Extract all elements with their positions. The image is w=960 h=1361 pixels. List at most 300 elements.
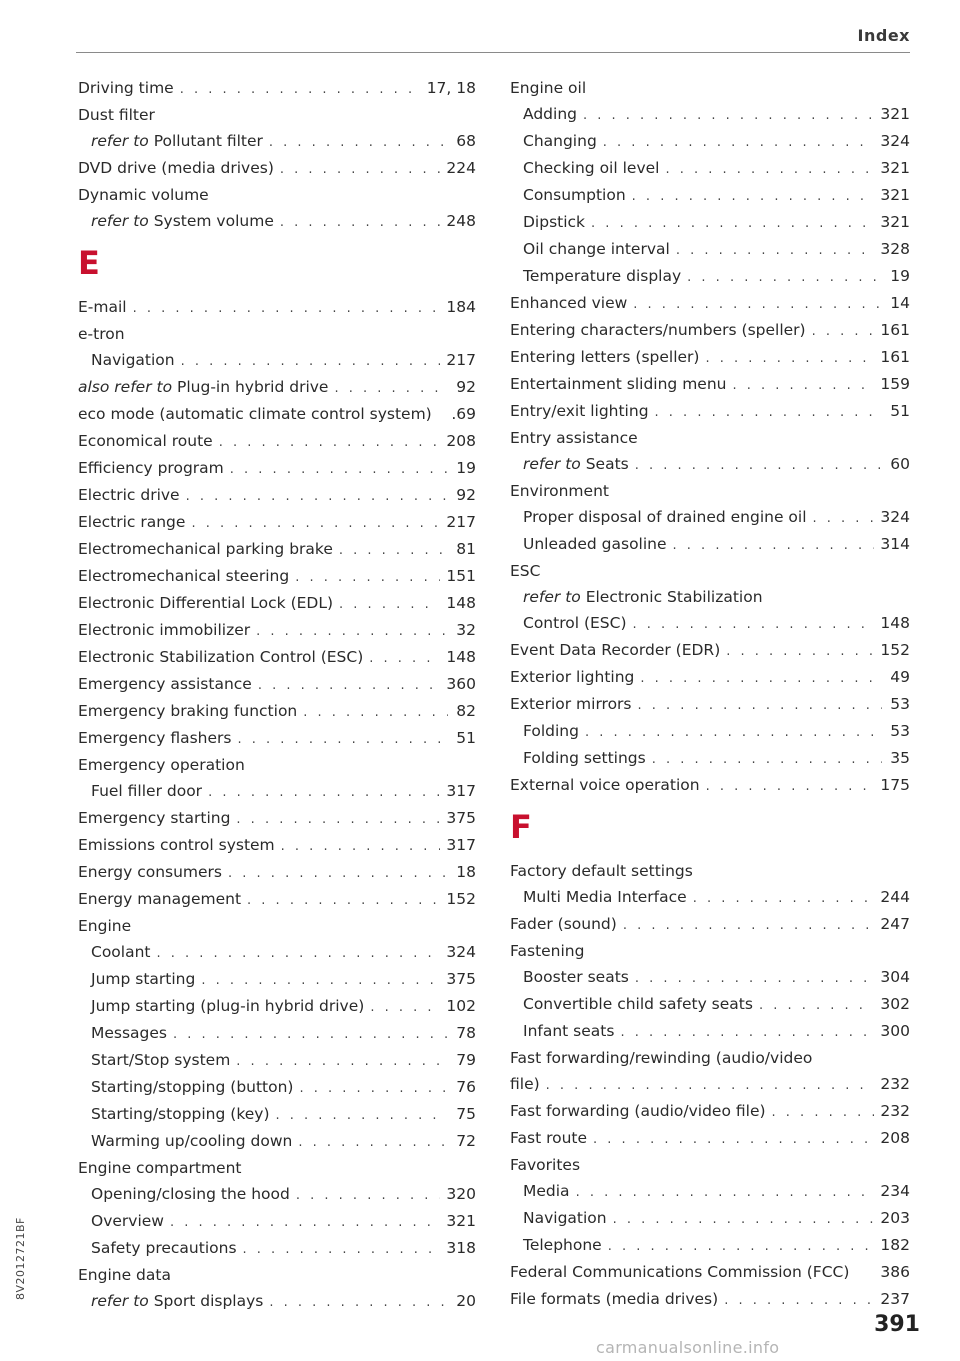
- index-entry[interactable]: [510, 992, 910, 1016]
- entry-page-number: 247: [880, 915, 910, 933]
- entry-page-number: 208: [880, 1129, 910, 1147]
- entry-text: Consumption: [523, 186, 626, 204]
- index-entry[interactable]: [510, 156, 910, 180]
- index-heading: [78, 322, 476, 346]
- index-entry[interactable]: [78, 967, 476, 991]
- index-entry[interactable]: [510, 1287, 910, 1311]
- entry-text: Exterior mirrors: [510, 695, 632, 713]
- refer-prefix: also refer to: [78, 378, 173, 396]
- index-entry[interactable]: [510, 1260, 910, 1284]
- index-entry[interactable]: [510, 746, 910, 770]
- entry-label: [78, 564, 289, 588]
- entry-text: Emergency starting: [78, 809, 231, 827]
- entry-text: Oil change interval: [523, 240, 670, 258]
- dot-leader: [726, 640, 874, 662]
- entry-page-number: 208: [446, 432, 476, 450]
- entry-label: [510, 1126, 587, 1150]
- entry-page-number: 234: [880, 1182, 910, 1200]
- entry-label: [523, 452, 629, 476]
- entry-page-number: 304: [880, 968, 910, 986]
- entry-page-number: 152: [446, 890, 476, 908]
- index-entry[interactable]: [510, 1206, 910, 1230]
- entry-label: [523, 102, 577, 126]
- entry-page-number: 51: [890, 402, 910, 420]
- heading-text: Engine oil: [510, 79, 587, 97]
- entry-label: [510, 773, 700, 797]
- index-entry[interactable]: [78, 483, 476, 507]
- index-entry[interactable]: [78, 860, 476, 884]
- dot-leader: [296, 1184, 441, 1206]
- dot-leader: [238, 728, 449, 750]
- entry-text: Messages: [91, 1024, 168, 1042]
- dot-leader: [608, 1235, 875, 1257]
- entry-label: [78, 645, 363, 669]
- dot-leader: [247, 889, 440, 911]
- entry-label: [523, 156, 659, 180]
- entry-page-number: 175: [880, 776, 910, 794]
- dot-leader: [276, 1104, 449, 1126]
- entry-label: [510, 291, 627, 315]
- dot-leader: [676, 239, 875, 261]
- entry-label: [78, 618, 250, 642]
- entry-text: DVD drive (media drives): [78, 159, 274, 177]
- index-entry[interactable]: [78, 429, 476, 453]
- index-entry[interactable]: [78, 209, 476, 233]
- entry-page-number: 78: [456, 1024, 476, 1042]
- index-entry[interactable]: [510, 665, 910, 689]
- dot-leader: [181, 350, 441, 372]
- entry-text: Entry/exit lighting: [510, 402, 649, 420]
- dot-leader: [693, 887, 875, 909]
- entry-page-number: 317: [446, 836, 476, 854]
- dot-leader: [369, 647, 440, 669]
- entry-label: [91, 129, 263, 153]
- dot-leader: [219, 431, 441, 453]
- entry-page-number: 318: [446, 1239, 476, 1257]
- index-entry[interactable]: [510, 210, 910, 234]
- entry-text: Energy consumers: [78, 863, 223, 881]
- entry-text: Emissions control system: [78, 836, 275, 854]
- entry-label: [523, 1206, 607, 1230]
- entry-page-number: 321: [880, 213, 910, 231]
- entry-page-number: 386: [880, 1263, 910, 1281]
- entry-text: Dipstick: [523, 213, 586, 231]
- index-entry[interactable]: [510, 452, 910, 476]
- entry-label: [91, 1075, 293, 1099]
- entry-page-number: 60: [890, 455, 910, 473]
- index-entry[interactable]: [78, 76, 476, 100]
- index-heading: [78, 914, 476, 938]
- dot-leader: [759, 994, 874, 1016]
- dot-leader: [732, 374, 874, 396]
- dot-leader: [620, 1021, 874, 1043]
- dot-leader: [180, 78, 421, 100]
- index-entry[interactable]: [510, 372, 910, 396]
- heading-text: Engine data: [78, 1266, 171, 1284]
- index-heading: [510, 585, 910, 609]
- index-entry[interactable]: [78, 994, 476, 1018]
- entry-page-number: 217: [446, 351, 476, 369]
- index-entry[interactable]: [510, 1126, 910, 1150]
- dot-leader: [256, 620, 448, 642]
- index-entry[interactable]: [78, 1048, 476, 1072]
- entry-text: Navigation: [523, 1209, 607, 1227]
- page-number: 391: [874, 1312, 920, 1337]
- index-entry[interactable]: [510, 102, 910, 126]
- dot-leader: [813, 507, 875, 529]
- entry-text: Exterior lighting: [510, 668, 635, 686]
- index-entry[interactable]: [510, 129, 910, 153]
- entry-text: Convertible child safety seats: [523, 995, 753, 1013]
- dot-leader: [640, 667, 882, 689]
- index-entry[interactable]: [510, 505, 910, 529]
- entry-text: file): [510, 1075, 540, 1093]
- entry-text: Navigation: [91, 351, 175, 369]
- index-entry[interactable]: [78, 295, 476, 319]
- dot-leader: [280, 158, 441, 180]
- index-entry[interactable]: [78, 1021, 476, 1045]
- entry-label: [78, 456, 224, 480]
- index-entry[interactable]: [510, 912, 910, 936]
- index-entry[interactable]: [78, 779, 476, 803]
- index-heading: [510, 426, 910, 450]
- index-entry[interactable]: [78, 1102, 476, 1126]
- entry-text: Emergency flashers: [78, 729, 232, 747]
- dot-leader: [339, 539, 448, 561]
- dot-leader: [280, 211, 441, 233]
- entry-label: [78, 672, 252, 696]
- entry-label: [523, 746, 646, 770]
- index-heading: [510, 1046, 910, 1070]
- dot-leader: [243, 1238, 441, 1260]
- entry-label: [78, 860, 222, 884]
- entry-text: Warming up/cooling down: [91, 1132, 293, 1150]
- index-entry[interactable]: [510, 399, 910, 423]
- index-entry[interactable]: [510, 1072, 910, 1096]
- entry-page-number: 324: [880, 508, 910, 526]
- dot-leader: [705, 347, 874, 369]
- heading-text: Factory default settings: [510, 862, 693, 880]
- entry-page-number: 51: [456, 729, 476, 747]
- index-entry[interactable]: [510, 1179, 910, 1203]
- index-entry[interactable]: [78, 645, 476, 669]
- index-entry[interactable]: [78, 402, 476, 426]
- entry-text: Starting/stopping (key): [91, 1105, 270, 1123]
- dot-leader: [633, 613, 875, 635]
- entry-page-number: 159: [880, 375, 910, 393]
- dot-leader: [298, 1131, 448, 1153]
- entry-text: Enhanced view: [510, 294, 628, 312]
- dot-leader: [191, 512, 440, 534]
- entry-page-number: 224: [446, 159, 476, 177]
- entry-page-number: 237: [880, 1290, 910, 1308]
- dot-leader: [258, 674, 441, 696]
- heading-text: Dynamic volume: [78, 186, 209, 204]
- index-entry[interactable]: [510, 1233, 910, 1257]
- index-entry[interactable]: [78, 1289, 476, 1313]
- index-entry[interactable]: [78, 156, 476, 180]
- index-entry[interactable]: [78, 1209, 476, 1233]
- entry-text: Infant seats: [523, 1022, 615, 1040]
- entry-text: Economical route: [78, 432, 213, 450]
- entry-label: [78, 537, 333, 561]
- dot-leader: [772, 1101, 875, 1123]
- dot-leader: [173, 1023, 448, 1045]
- entry-text: Electric drive: [78, 486, 180, 504]
- index-entry[interactable]: [78, 806, 476, 830]
- index-entry[interactable]: [510, 885, 910, 909]
- entry-label: [78, 483, 180, 507]
- entry-page-number: 217: [446, 513, 476, 531]
- dot-leader: [339, 593, 440, 615]
- entry-label: [78, 429, 213, 453]
- dot-leader: [546, 1074, 875, 1096]
- index-entry[interactable]: [78, 456, 476, 480]
- entry-page-number: 53: [890, 722, 910, 740]
- index-entry[interactable]: [78, 726, 476, 750]
- entry-text: Changing: [523, 132, 597, 150]
- entry-page-number: 161: [880, 321, 910, 339]
- dot-leader: [295, 566, 440, 588]
- index-entry[interactable]: [510, 183, 910, 207]
- index-entry[interactable]: [78, 375, 476, 399]
- entry-page-number: 20: [456, 1292, 476, 1310]
- heading-text: Fast forwarding/rewinding (audio/video: [510, 1049, 813, 1067]
- dot-leader: [133, 297, 441, 319]
- watermark: carmanualsonline.info: [596, 1338, 780, 1357]
- index-entry[interactable]: [78, 1236, 476, 1260]
- entry-label: [91, 348, 175, 372]
- entry-text: Fast route: [510, 1129, 588, 1147]
- index-heading: [510, 559, 910, 583]
- entry-label: [91, 994, 364, 1018]
- entry-label: [91, 1021, 167, 1045]
- index-entry[interactable]: [510, 345, 910, 369]
- dot-leader: [370, 996, 440, 1018]
- entry-label: [523, 885, 687, 909]
- entry-text: Electronic Differential Lock (EDL): [78, 594, 334, 612]
- index-entry[interactable]: [78, 564, 476, 588]
- index-entry[interactable]: [78, 348, 476, 372]
- entry-text: Control (ESC): [523, 614, 627, 632]
- dot-leader: [812, 320, 875, 342]
- entry-text: Jump starting: [91, 970, 196, 988]
- entry-label: [523, 1019, 614, 1043]
- entry-label: [91, 1182, 290, 1206]
- index-entry[interactable]: [510, 532, 910, 556]
- dot-leader: [236, 808, 440, 830]
- index-entry[interactable]: [510, 318, 910, 342]
- index-heading: [78, 103, 476, 127]
- entry-label: [91, 1129, 292, 1153]
- dot-leader: [665, 158, 874, 180]
- index-heading: [78, 1263, 476, 1287]
- entry-page-number: 321: [880, 186, 910, 204]
- dot-leader: [591, 212, 874, 234]
- dot-leader: [673, 534, 875, 556]
- index-entry[interactable]: [78, 1182, 476, 1206]
- entry-text: Proper disposal of drained engine oil: [523, 508, 807, 526]
- entry-label: [91, 1102, 270, 1126]
- entry-text: Fast forwarding (audio/video file): [510, 1102, 766, 1120]
- entry-text: Electronic immobilizer: [78, 621, 251, 639]
- index-entry[interactable]: [78, 591, 476, 615]
- entry-label: [91, 1048, 230, 1072]
- index-entry[interactable]: [510, 965, 910, 989]
- index-entry[interactable]: [78, 1075, 476, 1099]
- document-code: 8V2012721BF: [14, 1217, 27, 1300]
- entry-label: [510, 912, 617, 936]
- index-heading: [78, 1156, 476, 1180]
- heading-text: Electronic Stabilization: [585, 588, 763, 606]
- entry-label: [510, 318, 806, 342]
- entry-text: Unleaded gasoline: [523, 535, 667, 553]
- entry-label: [523, 719, 579, 743]
- dot-leader: [655, 401, 882, 423]
- dot-leader: [170, 1211, 440, 1233]
- entry-label: [91, 940, 151, 964]
- index-entry[interactable]: [78, 1129, 476, 1153]
- entry-text: Adding: [523, 105, 577, 123]
- entry-label: [523, 532, 667, 556]
- entry-text: Start/Stop system: [91, 1051, 231, 1069]
- entry-label: [510, 345, 699, 369]
- entry-page-number: 102: [446, 997, 476, 1015]
- entry-label: [523, 264, 681, 288]
- index-entry[interactable]: [510, 237, 910, 261]
- index-entry[interactable]: [78, 510, 476, 534]
- entry-text: E-mail: [78, 298, 127, 316]
- entry-text: Entertainment sliding menu: [510, 375, 727, 393]
- entry-label: [78, 375, 328, 399]
- entry-page-number: 14: [890, 294, 910, 312]
- entry-text: Electronic Stabilization Control (ESC): [78, 648, 364, 666]
- index-heading: [510, 479, 910, 503]
- index-entry[interactable]: [78, 833, 476, 857]
- entry-label: [78, 887, 241, 911]
- index-entry[interactable]: [78, 940, 476, 964]
- entry-label: [523, 611, 627, 635]
- dot-leader: [613, 1208, 875, 1230]
- entry-text: Media: [523, 1182, 570, 1200]
- dot-leader: [157, 942, 441, 964]
- index-entry[interactable]: [510, 638, 910, 662]
- entry-page-number: 79: [456, 1051, 476, 1069]
- index-column-right: [510, 76, 910, 1314]
- entry-page-number: 314: [880, 535, 910, 553]
- entry-label: [510, 665, 634, 689]
- dot-leader: [334, 377, 448, 399]
- entry-page-number: 68: [456, 132, 476, 150]
- index-heading: [510, 1153, 910, 1177]
- index-entry[interactable]: [78, 537, 476, 561]
- refer-prefix: refer to: [91, 212, 149, 230]
- entry-label: [78, 726, 232, 750]
- entry-text: Safety precautions: [91, 1239, 237, 1257]
- entry-page-number: 321: [880, 105, 910, 123]
- entry-text: Entering letters (speller): [510, 348, 700, 366]
- entry-text: Jump starting (plug-in hybrid drive): [91, 997, 365, 1015]
- index-entry[interactable]: [510, 264, 910, 288]
- entry-page-number: 232: [880, 1102, 910, 1120]
- entry-page-number: 148: [880, 614, 910, 632]
- entry-page-number: 92: [456, 378, 476, 396]
- dot-leader: [632, 185, 875, 207]
- entry-page-number: 49: [890, 668, 910, 686]
- dot-leader: [724, 1289, 874, 1311]
- entry-text: External voice operation: [510, 776, 700, 794]
- entry-page-number: 152: [880, 641, 910, 659]
- entry-page-number: 19: [456, 459, 476, 477]
- entry-text: Folding settings: [523, 749, 646, 767]
- entry-page-number: 92: [456, 486, 476, 504]
- entry-page-number: 148: [446, 648, 476, 666]
- entry-text: Temperature display: [523, 267, 682, 285]
- page-header-title: Index: [857, 26, 910, 45]
- dot-leader: [638, 694, 882, 716]
- index-entry[interactable]: [510, 1099, 910, 1123]
- refer-prefix: refer to: [91, 1292, 149, 1310]
- index-entry[interactable]: [78, 699, 476, 723]
- entry-label: [91, 967, 195, 991]
- index-entry[interactable]: [510, 719, 910, 743]
- entry-page-number: 317: [446, 782, 476, 800]
- dot-leader: [201, 969, 440, 991]
- entry-label: [78, 833, 275, 857]
- entry-page-number: 82: [456, 702, 476, 720]
- index-entry[interactable]: [510, 291, 910, 315]
- dot-leader: [623, 914, 875, 936]
- entry-text: Electric range: [78, 513, 186, 531]
- entry-label: [78, 510, 185, 534]
- entry-label: [523, 237, 670, 261]
- entry-text: Pollutant filter: [153, 132, 263, 150]
- entry-text: Event Data Recorder (EDR): [510, 641, 721, 659]
- index-entry[interactable]: [78, 672, 476, 696]
- entry-page-number: 244: [880, 888, 910, 906]
- entry-page-number: 76: [456, 1078, 476, 1096]
- entry-page-number: 321: [880, 159, 910, 177]
- entry-label: [510, 692, 632, 716]
- index-entry[interactable]: [510, 692, 910, 716]
- index-entry[interactable]: [510, 1019, 910, 1043]
- entry-page-number: .69: [451, 405, 476, 423]
- entry-text: Entering characters/numbers (speller): [510, 321, 806, 339]
- index-heading: [510, 859, 910, 883]
- index-entry[interactable]: [510, 611, 910, 635]
- dot-leader: [635, 454, 882, 476]
- index-entry[interactable]: [78, 129, 476, 153]
- entry-text: File formats (media drives): [510, 1290, 719, 1308]
- dot-leader: [281, 835, 441, 857]
- index-entry[interactable]: [78, 618, 476, 642]
- dot-leader: [208, 781, 440, 803]
- heading-text: Entry assistance: [510, 429, 638, 447]
- dot-leader: [236, 1050, 448, 1072]
- entry-page-number: 81: [456, 540, 476, 558]
- dot-leader: [706, 775, 875, 797]
- index-entry[interactable]: [78, 887, 476, 911]
- entry-text: Energy management: [78, 890, 242, 908]
- entry-text: Overview: [91, 1212, 164, 1230]
- index-heading: [510, 76, 910, 100]
- entry-page-number: 328: [880, 240, 910, 258]
- entry-text: Fuel filler door: [91, 782, 203, 800]
- dot-leader: [299, 1077, 448, 1099]
- entry-text: Driving time: [78, 79, 174, 97]
- entry-text: Multi Media Interface: [523, 888, 687, 906]
- index-entry[interactable]: [510, 773, 910, 797]
